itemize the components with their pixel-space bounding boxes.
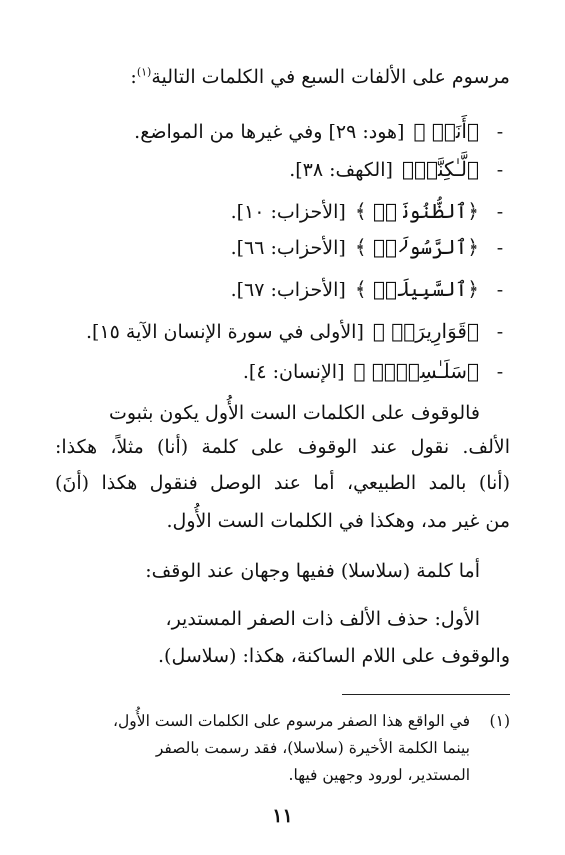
paragraph-line: أما كلمة (سلاسلا) ففيها وجهان عند الوقف: bbox=[145, 560, 480, 582]
list-item-reference: [الكهف: ٣٨]. bbox=[289, 159, 393, 181]
intro-line bbox=[55, 62, 510, 92]
footnote-line bbox=[55, 735, 470, 761]
paragraph-line: (أنا) بالمد الطبيعي، أما عند الوصل فنقول هكذا (أنَ) bbox=[55, 472, 510, 494]
list-item-reference: [الأحزاب: ٦٧]. bbox=[230, 279, 346, 301]
paragraph-line: من غير مد، وهكذا في الكلمات الست الأُول. bbox=[166, 510, 510, 532]
list-item: -﴿ٱلسَّبِيلَا۠ ﴾ [الأحزاب: ٦٧]. bbox=[230, 277, 504, 301]
footnote-number: (١) bbox=[489, 712, 510, 730]
quran-word: ﴿أَنَا۠ ﴾ bbox=[413, 119, 479, 143]
list-item-reference: [هود: ٢٩] وفي غيرها من المواضع. bbox=[134, 121, 405, 143]
paragraph-line: الألف. نقول عند الوقوف على كلمة (أنا) مثلاً، هكذا: bbox=[55, 436, 510, 458]
footnote-reference: (١) bbox=[136, 65, 152, 79]
list-item-reference: [الأحزاب: ١٠]. bbox=[230, 201, 346, 223]
footnote-line bbox=[55, 762, 470, 788]
list-item: -﴿لَّـٰكِنَّا۠﴾ [الكهف: ٣٨]. bbox=[289, 157, 504, 181]
footnote-text: بينما الكلمة الأخيرة (سلاسلا)، فقد رسمت بالصفر bbox=[155, 739, 470, 757]
quran-word: ﴿قَوَارِيرَا۠ ﴾ bbox=[372, 319, 479, 343]
list-item: -﴿أَنَا۠ ﴾ [هود: ٢٩] وفي غيرها من المواضع. bbox=[134, 119, 504, 143]
footnote-text: في الواقع هذا الصفر مرسوم على الكلمات الست الأُول، bbox=[113, 712, 470, 730]
list-item-reference: [الأحزاب: ٦٦]. bbox=[230, 237, 346, 259]
list-item-reference: [الإنسان: ٤]. bbox=[242, 361, 345, 383]
list-item: -﴿ٱلظُّنُونَا۠ ﴾ [الأحزاب: ١٠]. bbox=[230, 199, 504, 223]
quran-word: ﴿ٱلظُّنُونَا۠ ﴾ bbox=[354, 199, 479, 223]
intro-colon: : bbox=[130, 66, 137, 88]
intro-text: مرسوم على الألفات السبع في الكلمات التالية bbox=[151, 66, 510, 88]
list-item: -﴿ٱلرَّسُولَا۠ ﴾ [الأحزاب: ٦٦]. bbox=[230, 235, 504, 259]
footnote-line bbox=[55, 708, 510, 734]
paragraph-line: والوقوف على اللام الساكنة، هكذا: (سلاسل). bbox=[158, 645, 510, 667]
list-item-reference: [الأولى في سورة الإنسان الآية ١٥]. bbox=[86, 321, 364, 343]
footnote-text: المستدير، لورود وجهين فيها. bbox=[288, 766, 470, 784]
list-item: -﴿قَوَارِيرَا۠ ﴾ [الأولى في سورة الإنسان الآية ١٥]. bbox=[86, 319, 504, 343]
list-item: -﴿سَلَـٰسِلَا۠ ﴾ [الإنسان: ٤]. bbox=[242, 359, 504, 383]
quran-word: ﴿لَّـٰكِنَّا۠﴾ bbox=[401, 157, 479, 181]
page-number: ١١ bbox=[272, 805, 293, 827]
quran-word: ﴿ٱلسَّبِيلَا۠ ﴾ bbox=[354, 277, 479, 301]
quran-word: ﴿سَلَـٰسِلَا۠ ﴾ bbox=[353, 359, 479, 383]
paragraph-line: فالوقوف على الكلمات الست الأُول يكون بثبوت bbox=[108, 402, 480, 424]
footnote-divider bbox=[342, 694, 510, 695]
paragraph-line: الأول: حذف الألف ذات الصفر المستدير، bbox=[165, 608, 480, 630]
quran-word: ﴿ٱلرَّسُولَا۠ ﴾ bbox=[354, 235, 479, 259]
